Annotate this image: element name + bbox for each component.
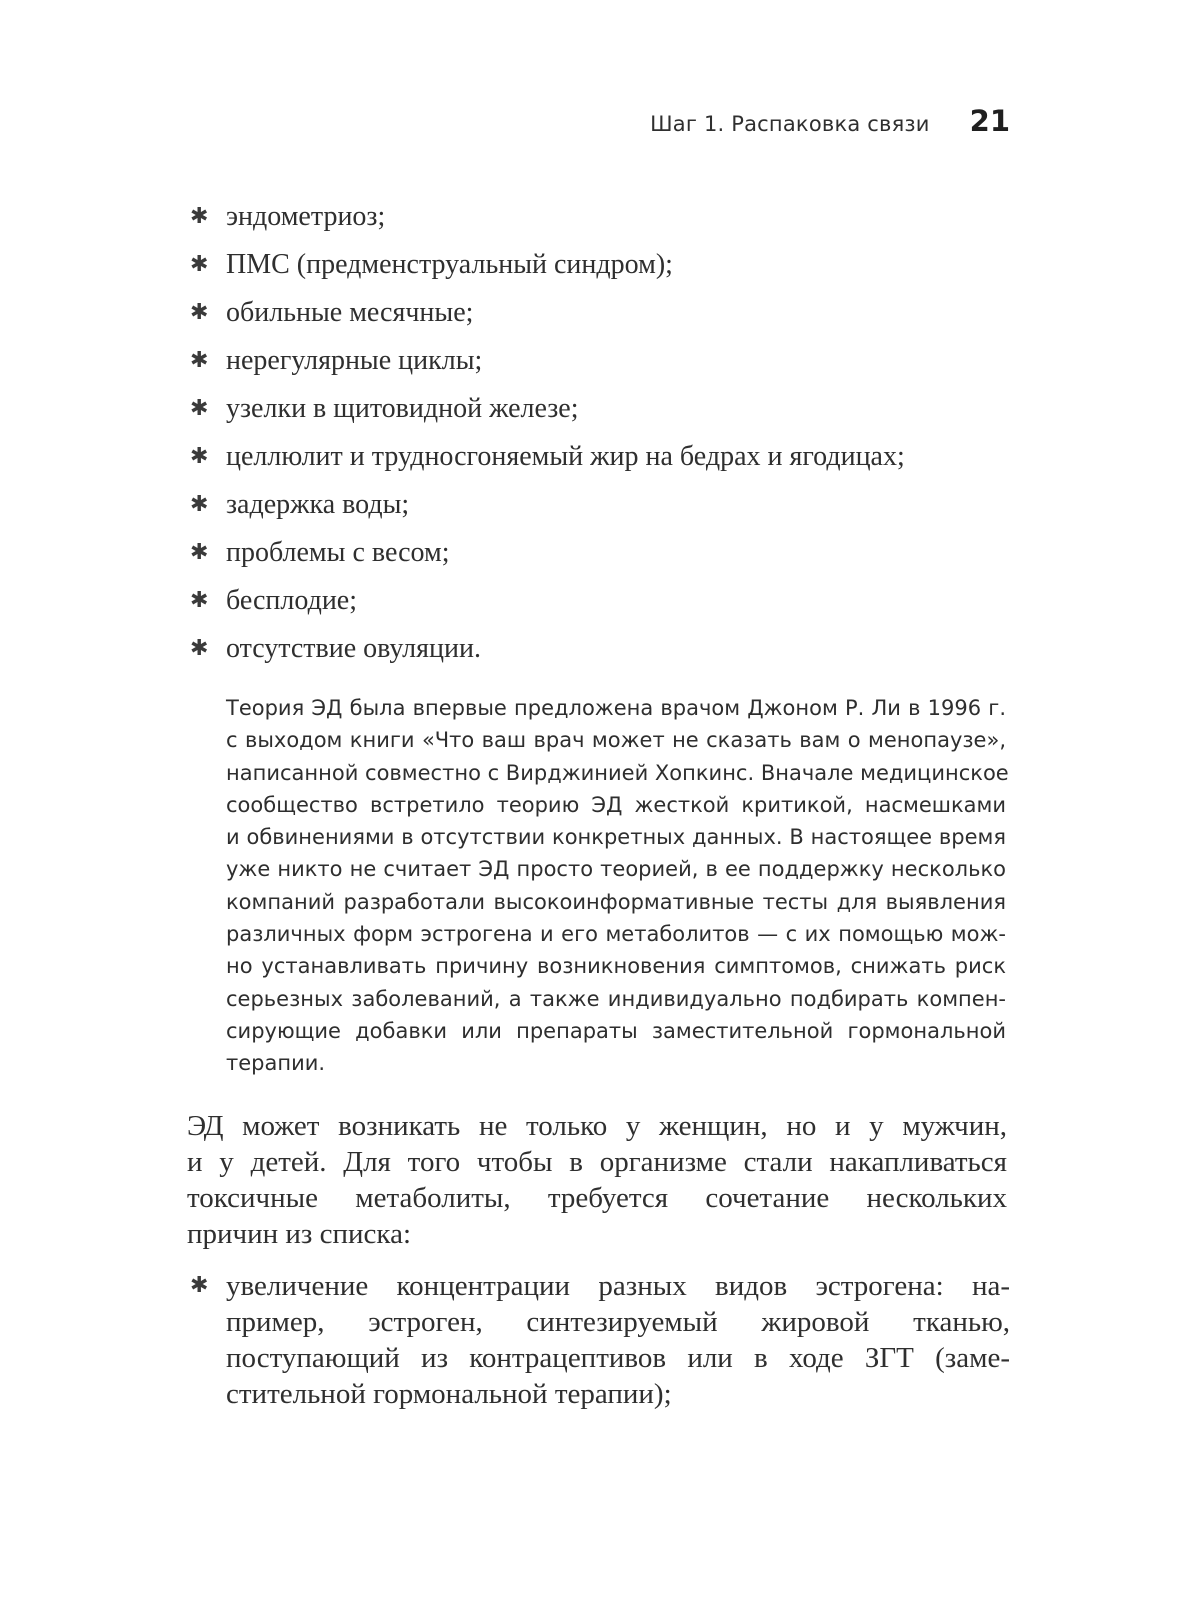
page-number: 21 bbox=[969, 104, 1010, 138]
asterisk-bullet-icon: ✱ bbox=[190, 300, 209, 325]
callout-line: серьезных заболеваний, а также индивидуально подбирать компен- bbox=[226, 986, 1006, 1011]
callout-line: сообщество встретило теорию ЭД жесткой критикой, насмешками bbox=[226, 792, 1006, 817]
body-line: и у детей. Для того чтобы в организме стали накапливаться bbox=[187, 1146, 1007, 1178]
callout-line: компаний разработали высокоинформативные тесты для выявления bbox=[226, 889, 1006, 914]
list-item bbox=[190, 437, 1020, 485]
list-item-text: проблемы с весом; bbox=[226, 537, 450, 568]
callout-line: уже никто не считает ЭД просто теорией, в ее поддержку несколько bbox=[226, 857, 1006, 882]
asterisk-bullet-icon: ✱ bbox=[190, 444, 209, 469]
list-item-line: поступающий из контрацептивов или в ходе ЗГТ (заме- bbox=[226, 1342, 1010, 1374]
callout-line: с выходом книги «Что ваш врач может не сказать вам о менопаузе», bbox=[226, 728, 1006, 753]
callout-line: терапии. bbox=[226, 1051, 326, 1076]
list-item bbox=[190, 1268, 1010, 1412]
asterisk-bullet-icon: ✱ bbox=[190, 1273, 209, 1298]
list-item-text: отсутствие овуляции. bbox=[226, 633, 481, 664]
list-item bbox=[190, 341, 1020, 389]
list-item-line: пример, эстроген, синтезируемый жировой тканью, bbox=[226, 1306, 1010, 1338]
asterisk-bullet-icon: ✱ bbox=[190, 492, 209, 517]
list-item bbox=[190, 245, 1020, 293]
list-item-text: обильные месячные; bbox=[226, 297, 474, 328]
list-item bbox=[190, 629, 1020, 677]
list-item bbox=[190, 293, 1020, 341]
list-item-text: бесплодие; bbox=[226, 585, 358, 616]
callout-line: написанной совместно с Вирджинией Хопкинс. Вначале медицинское bbox=[226, 760, 1009, 785]
list-item bbox=[190, 581, 1020, 629]
callout-line: и обвинениями в отсутствии конкретных данных. В настоящее время bbox=[226, 825, 1006, 850]
list-item bbox=[190, 485, 1020, 533]
list-item-text: эндометриоз; bbox=[226, 201, 386, 232]
body-line: причин из списка: bbox=[187, 1218, 411, 1250]
list-item-line: стительной гормональной терапии); bbox=[226, 1378, 672, 1410]
asterisk-bullet-icon: ✱ bbox=[190, 588, 209, 613]
symptom-list bbox=[190, 197, 1020, 677]
asterisk-bullet-icon: ✱ bbox=[190, 636, 209, 661]
list-item bbox=[190, 533, 1020, 581]
callout-line: Теория ЭД была впервые предложена врачом Джоном Р. Ли в 1996 г. bbox=[226, 696, 1006, 720]
history-callout bbox=[226, 692, 1009, 1080]
list-item-text: узелки в щитовидной железе; bbox=[226, 393, 579, 424]
asterisk-bullet-icon: ✱ bbox=[190, 204, 209, 229]
list-item-text: ПМС (предменструальный синдром); bbox=[226, 249, 673, 280]
running-head bbox=[650, 104, 1010, 138]
list-item bbox=[190, 197, 1020, 245]
section-title: Шаг 1. Распаковка связи bbox=[650, 112, 930, 136]
list-item-text: задержка воды; bbox=[226, 489, 410, 520]
callout-line: различных форм эстрогена и его метаболитов — с их помощью мож- bbox=[226, 922, 1006, 947]
causes-list bbox=[190, 1268, 1010, 1412]
list-item-text: целлюлит и трудносгоняемый жир на бедрах и ягодицах; bbox=[226, 441, 905, 472]
body-paragraph bbox=[187, 1108, 1007, 1252]
asterisk-bullet-icon: ✱ bbox=[190, 540, 209, 565]
list-item bbox=[190, 389, 1020, 437]
body-line: ЭД может возникать не только у женщин, но и у мужчин, bbox=[187, 1110, 1007, 1142]
body-line: токсичные метаболиты, требуется сочетание нескольких bbox=[187, 1182, 1007, 1214]
asterisk-bullet-icon: ✱ bbox=[190, 252, 209, 277]
callout-line: но устанавливать причину возникновения симптомов, снижать риск bbox=[226, 954, 1006, 979]
asterisk-bullet-icon: ✱ bbox=[190, 348, 209, 373]
list-item-line: увеличение концентрации разных видов эстрогена: на- bbox=[226, 1270, 1010, 1302]
callout-line: сирующие добавки или препараты заместительной гормональной bbox=[226, 1018, 1006, 1043]
asterisk-bullet-icon: ✱ bbox=[190, 396, 209, 421]
list-item-text: нерегулярные циклы; bbox=[226, 345, 483, 376]
